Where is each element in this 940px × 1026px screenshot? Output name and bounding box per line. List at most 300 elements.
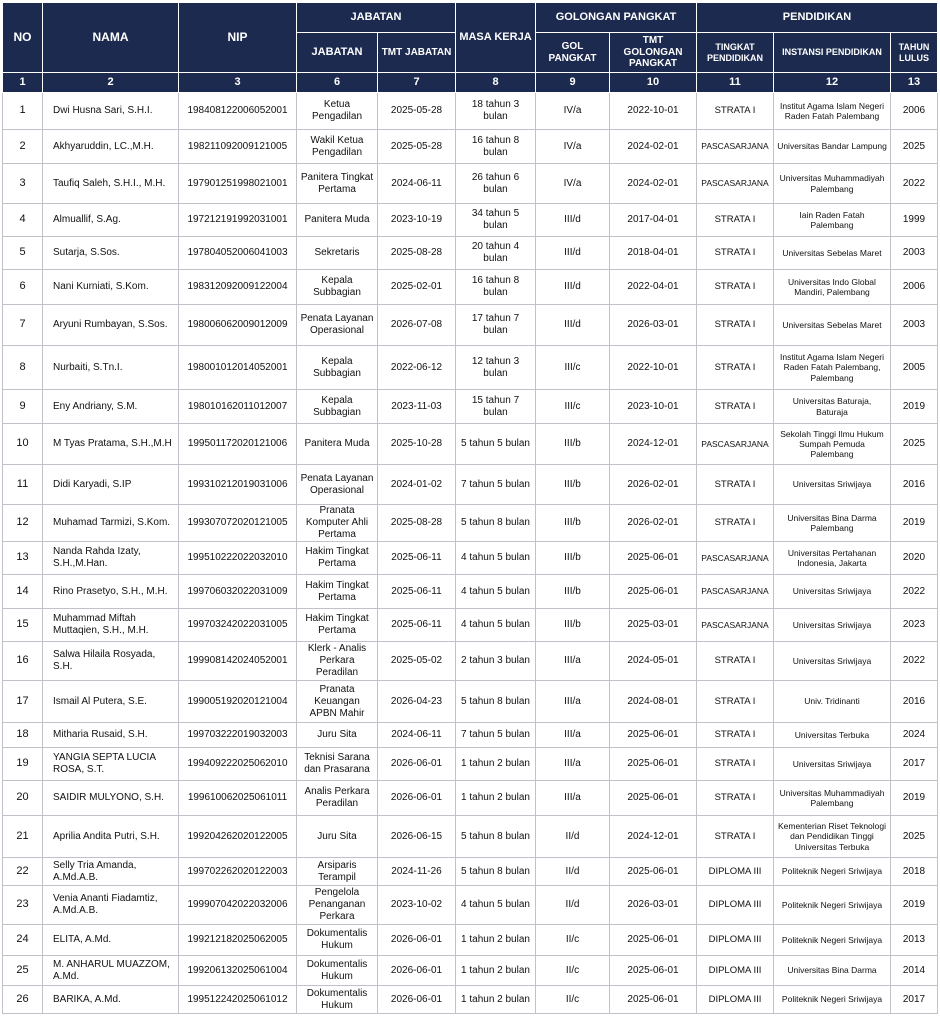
row-nip: 199409222025062010	[179, 748, 297, 781]
table-row	[3, 204, 938, 237]
column-number: 9	[536, 73, 610, 93]
row-tmt-golongan: 2025-06-01	[610, 542, 697, 575]
row-nama: Sutarja, S.Sos.	[43, 237, 179, 270]
column-number-row	[3, 73, 938, 93]
row-tingkat-pendidikan: DIPLOMA III	[697, 925, 774, 956]
row-tmt-jabatan: 2025-06-11	[378, 609, 456, 642]
row-tmt-golongan: 2025-03-01	[610, 609, 697, 642]
row-instansi-pendidikan: Universitas Terbuka	[774, 723, 891, 748]
row-tingkat-pendidikan: PASCASARJANA	[697, 542, 774, 575]
row-jabatan: Sekretaris	[297, 237, 378, 270]
row-no: 11	[3, 465, 43, 505]
row-gol-pangkat: IV/a	[536, 93, 610, 130]
row-tahun-lulus: 1999	[891, 204, 938, 237]
row-nip: 199307072020121005	[179, 505, 297, 542]
row-instansi-pendidikan: Politeknik Negeri Sriwijaya	[774, 858, 891, 886]
row-tahun-lulus: 2005	[891, 346, 938, 390]
row-masa-kerja: 4 tahun 5 bulan	[456, 886, 536, 925]
row-tmt-jabatan: 2026-06-01	[378, 925, 456, 956]
row-instansi-pendidikan: Universitas Sriwijaya	[774, 748, 891, 781]
row-nama: Aprilia Andita Putri, S.H.	[43, 816, 179, 858]
row-no: 9	[3, 390, 43, 424]
row-nip: 199005192020121004	[179, 681, 297, 723]
row-masa-kerja: 7 tahun 5 bulan	[456, 723, 536, 748]
row-tmt-golongan: 2025-06-01	[610, 925, 697, 956]
row-tmt-golongan: 2022-10-01	[610, 346, 697, 390]
row-tahun-lulus: 2003	[891, 305, 938, 346]
table-row	[3, 609, 938, 642]
row-jabatan: Pranata Komputer Ahli Pertama	[297, 505, 378, 542]
row-jabatan: Juru Sita	[297, 816, 378, 858]
row-tahun-lulus: 2022	[891, 575, 938, 609]
row-nama: ELITA, A.Md.	[43, 925, 179, 956]
row-gol-pangkat: III/d	[536, 237, 610, 270]
row-masa-kerja: 1 tahun 2 bulan	[456, 748, 536, 781]
row-tmt-golongan: 2024-12-01	[610, 816, 697, 858]
row-instansi-pendidikan: Politeknik Negeri Sriwijaya	[774, 986, 891, 1014]
row-tmt-jabatan: 2025-05-28	[378, 130, 456, 164]
row-no: 22	[3, 858, 43, 886]
table-body	[3, 93, 938, 1014]
row-tahun-lulus: 2025	[891, 816, 938, 858]
table-row	[3, 781, 938, 816]
row-tahun-lulus: 2025	[891, 424, 938, 465]
row-tahun-lulus: 2013	[891, 925, 938, 956]
row-tingkat-pendidikan: STRATA I	[697, 346, 774, 390]
row-tmt-golongan: 2017-04-01	[610, 204, 697, 237]
row-tmt-jabatan: 2024-01-02	[378, 465, 456, 505]
row-instansi-pendidikan: Universitas Sriwijaya	[774, 609, 891, 642]
row-masa-kerja: 5 tahun 8 bulan	[456, 681, 536, 723]
row-instansi-pendidikan: Kementerian Riset Teknologi dan Pendidikan Tinggi Universitas Terbuka	[774, 816, 891, 858]
header-nama: NAMA	[43, 3, 179, 73]
table-row	[3, 986, 938, 1014]
row-tmt-jabatan: 2026-06-15	[378, 816, 456, 858]
row-tmt-jabatan: 2024-11-26	[378, 858, 456, 886]
table-row	[3, 723, 938, 748]
table-row	[3, 465, 938, 505]
row-nama: Nurbaiti, S.Tn.I.	[43, 346, 179, 390]
row-no: 10	[3, 424, 43, 465]
row-nip: 198312092009122004	[179, 270, 297, 305]
table-row	[3, 390, 938, 424]
row-tmt-golongan: 2025-06-01	[610, 986, 697, 1014]
row-masa-kerja: 12 tahun 3 bulan	[456, 346, 536, 390]
column-number: 13	[891, 73, 938, 93]
row-no: 20	[3, 781, 43, 816]
row-tingkat-pendidikan: STRATA I	[697, 642, 774, 681]
row-nama: Muhammad Miftah Muttaqien, S.H., M.H.	[43, 609, 179, 642]
row-gol-pangkat: II/c	[536, 986, 610, 1014]
row-instansi-pendidikan: Univ. Tridinanti	[774, 681, 891, 723]
header-tmt-jabatan: TMT JABATAN	[378, 33, 456, 73]
row-nama: Nanda Rahda Izaty, S.H.,M.Han.	[43, 542, 179, 575]
row-gol-pangkat: II/d	[536, 816, 610, 858]
row-masa-kerja: 34 tahun 5 bulan	[456, 204, 536, 237]
row-no: 8	[3, 346, 43, 390]
row-tahun-lulus: 2022	[891, 642, 938, 681]
table-row	[3, 858, 938, 886]
row-tmt-golongan: 2025-06-01	[610, 575, 697, 609]
row-tahun-lulus: 2003	[891, 237, 938, 270]
row-nip: 199703222019032003	[179, 723, 297, 748]
row-tingkat-pendidikan: STRATA I	[697, 465, 774, 505]
table-row	[3, 681, 938, 723]
row-tmt-golongan: 2025-06-01	[610, 956, 697, 986]
row-gol-pangkat: III/d	[536, 204, 610, 237]
row-gol-pangkat: III/a	[536, 681, 610, 723]
row-nip: 198211092009121005	[179, 130, 297, 164]
row-instansi-pendidikan: Universitas Bandar Lampung	[774, 130, 891, 164]
row-tmt-jabatan: 2023-11-03	[378, 390, 456, 424]
row-gol-pangkat: II/c	[536, 925, 610, 956]
row-nip: 198001012014052001	[179, 346, 297, 390]
row-jabatan: Juru Sita	[297, 723, 378, 748]
row-instansi-pendidikan: Institut Agama Islam Negeri Raden Fatah Palembang, Palembang	[774, 346, 891, 390]
row-instansi-pendidikan: Universitas Sebelas Maret	[774, 305, 891, 346]
row-nama: BARIKA, A.Md.	[43, 986, 179, 1014]
row-tahun-lulus: 2019	[891, 781, 938, 816]
row-nama: Nani Kurniati, S.Kom.	[43, 270, 179, 305]
row-jabatan: Hakim Tingkat Pertama	[297, 575, 378, 609]
row-jabatan: Pranata Keuangan APBN Mahir	[297, 681, 378, 723]
row-tmt-jabatan: 2025-02-01	[378, 270, 456, 305]
row-jabatan: Dokumentalis Hukum	[297, 956, 378, 986]
row-tmt-golongan: 2024-05-01	[610, 642, 697, 681]
row-tmt-golongan: 2025-06-01	[610, 858, 697, 886]
row-tahun-lulus: 2014	[891, 956, 938, 986]
row-no: 14	[3, 575, 43, 609]
row-masa-kerja: 26 tahun 6 bulan	[456, 164, 536, 204]
row-tahun-lulus: 2024	[891, 723, 938, 748]
row-nip: 199908142024052001	[179, 642, 297, 681]
row-no: 2	[3, 130, 43, 164]
row-tmt-golongan: 2022-04-01	[610, 270, 697, 305]
row-tmt-jabatan: 2026-07-08	[378, 305, 456, 346]
row-tingkat-pendidikan: STRATA I	[697, 723, 774, 748]
header-pendidikan-group: PENDIDIKAN	[697, 3, 938, 33]
row-tmt-golongan: 2018-04-01	[610, 237, 697, 270]
row-tmt-jabatan: 2026-06-01	[378, 956, 456, 986]
row-no: 16	[3, 642, 43, 681]
row-tahun-lulus: 2025	[891, 130, 938, 164]
row-tmt-jabatan: 2026-06-01	[378, 986, 456, 1014]
row-nip: 199501172020121006	[179, 424, 297, 465]
row-nama: Rino Prasetyo, S.H., M.H.	[43, 575, 179, 609]
table-row	[3, 424, 938, 465]
row-tmt-jabatan: 2024-06-11	[378, 164, 456, 204]
table-row	[3, 130, 938, 164]
row-tmt-golongan: 2024-02-01	[610, 164, 697, 204]
row-tmt-golongan: 2023-10-01	[610, 390, 697, 424]
row-no: 21	[3, 816, 43, 858]
row-no: 12	[3, 505, 43, 542]
table-row	[3, 925, 938, 956]
row-masa-kerja: 15 tahun 7 bulan	[456, 390, 536, 424]
table-row	[3, 542, 938, 575]
header-tmt-golongan: TMT GOLONGAN PANGKAT	[610, 33, 697, 73]
row-masa-kerja: 1 tahun 2 bulan	[456, 986, 536, 1014]
row-no: 5	[3, 237, 43, 270]
row-instansi-pendidikan: Universitas Sriwijaya	[774, 575, 891, 609]
row-no: 15	[3, 609, 43, 642]
row-tingkat-pendidikan: STRATA I	[697, 748, 774, 781]
row-masa-kerja: 18 tahun 3 bulan	[456, 93, 536, 130]
row-jabatan: Dokumentalis Hukum	[297, 925, 378, 956]
row-instansi-pendidikan: Universitas Indo Global Mandiri, Palembang	[774, 270, 891, 305]
row-instansi-pendidikan: Universitas Muhammadiyah Palembang	[774, 164, 891, 204]
row-nip: 197901251998021001	[179, 164, 297, 204]
row-no: 6	[3, 270, 43, 305]
row-nama: M. ANHARUL MUAZZOM, A.Md.	[43, 956, 179, 986]
row-tmt-golongan: 2026-03-01	[610, 886, 697, 925]
row-instansi-pendidikan: Universitas Sriwijaya	[774, 465, 891, 505]
row-gol-pangkat: III/b	[536, 575, 610, 609]
row-nama: Taufiq Saleh, S.H.I., M.H.	[43, 164, 179, 204]
row-masa-kerja: 1 tahun 2 bulan	[456, 781, 536, 816]
row-tahun-lulus: 2006	[891, 93, 938, 130]
row-tingkat-pendidikan: DIPLOMA III	[697, 858, 774, 886]
row-tmt-jabatan: 2026-06-01	[378, 781, 456, 816]
row-instansi-pendidikan: Institut Agama Islam Negeri Raden Fatah Palembang	[774, 93, 891, 130]
row-gol-pangkat: III/a	[536, 642, 610, 681]
row-nama: Selly Tria Amanda, A.Md.A.B.	[43, 858, 179, 886]
row-jabatan: Penata Layanan Operasional	[297, 305, 378, 346]
row-tahun-lulus: 2006	[891, 270, 938, 305]
row-jabatan: Panitera Tingkat Pertama	[297, 164, 378, 204]
row-tingkat-pendidikan: STRATA I	[697, 204, 774, 237]
header-row-top	[3, 3, 938, 33]
row-no: 17	[3, 681, 43, 723]
row-tingkat-pendidikan: PASCASARJANA	[697, 424, 774, 465]
row-jabatan: Kepala Subbagian	[297, 270, 378, 305]
row-jabatan: Pengelola Penanganan Perkara	[297, 886, 378, 925]
row-jabatan: Wakil Ketua Pengadilan	[297, 130, 378, 164]
row-tmt-golongan: 2022-10-01	[610, 93, 697, 130]
header-no: NO	[3, 3, 43, 73]
row-tingkat-pendidikan: STRATA I	[697, 681, 774, 723]
row-masa-kerja: 5 tahun 5 bulan	[456, 424, 536, 465]
row-tmt-jabatan: 2025-08-28	[378, 237, 456, 270]
row-jabatan: Dokumentalis Hukum	[297, 986, 378, 1014]
header-instansi: INSTANSI PENDIDIKAN	[774, 33, 891, 73]
row-instansi-pendidikan: Universitas Sebelas Maret	[774, 237, 891, 270]
row-gol-pangkat: III/c	[536, 346, 610, 390]
row-nama: Mitharia Rusaid, S.H.	[43, 723, 179, 748]
column-number: 6	[297, 73, 378, 93]
row-tingkat-pendidikan: PASCASARJANA	[697, 575, 774, 609]
row-tmt-jabatan: 2026-06-01	[378, 748, 456, 781]
row-instansi-pendidikan: Universitas Bina Darma Palembang	[774, 505, 891, 542]
row-masa-kerja: 1 tahun 2 bulan	[456, 956, 536, 986]
row-no: 25	[3, 956, 43, 986]
row-tmt-jabatan: 2022-06-12	[378, 346, 456, 390]
row-nama: SAIDIR MULYONO, S.H.	[43, 781, 179, 816]
row-jabatan: Ketua Pengadilan	[297, 93, 378, 130]
row-jabatan: Hakim Tingkat Pertama	[297, 542, 378, 575]
row-tmt-golongan: 2026-02-01	[610, 505, 697, 542]
row-instansi-pendidikan: Politeknik Negeri Sriwijaya	[774, 886, 891, 925]
row-masa-kerja: 17 tahun 7 bulan	[456, 305, 536, 346]
row-instansi-pendidikan: Universitas Baturaja, Baturaja	[774, 390, 891, 424]
row-nip: 199706032022031009	[179, 575, 297, 609]
row-tingkat-pendidikan: DIPLOMA III	[697, 886, 774, 925]
row-no: 13	[3, 542, 43, 575]
table-row	[3, 270, 938, 305]
header-tahun-lulus: TAHUN LULUS	[891, 33, 938, 73]
row-tmt-golongan: 2026-03-01	[610, 305, 697, 346]
row-instansi-pendidikan: Universitas Bina Darma	[774, 956, 891, 986]
row-tahun-lulus: 2019	[891, 886, 938, 925]
row-nama: Ismail Al Putera, S.E.	[43, 681, 179, 723]
row-tingkat-pendidikan: DIPLOMA III	[697, 956, 774, 986]
row-jabatan: Penata Layanan Operasional	[297, 465, 378, 505]
row-nama: YANGIA SEPTA LUCIA ROSA, S.T.	[43, 748, 179, 781]
column-number: 10	[610, 73, 697, 93]
row-gol-pangkat: IV/a	[536, 164, 610, 204]
column-number: 7	[378, 73, 456, 93]
row-nip: 199512242025061012	[179, 986, 297, 1014]
row-tahun-lulus: 2017	[891, 986, 938, 1014]
row-nip: 197804052006041003	[179, 237, 297, 270]
row-nip: 197212191992031001	[179, 204, 297, 237]
row-nama: Muhamad Tarmizi, S.Kom.	[43, 505, 179, 542]
row-tahun-lulus: 2022	[891, 164, 938, 204]
row-no: 1	[3, 93, 43, 130]
row-tingkat-pendidikan: STRATA I	[697, 390, 774, 424]
row-tmt-golongan: 2025-06-01	[610, 748, 697, 781]
row-no: 24	[3, 925, 43, 956]
row-jabatan: Arsiparis Terampil	[297, 858, 378, 886]
table-row	[3, 237, 938, 270]
column-number: 8	[456, 73, 536, 93]
row-gol-pangkat: III/b	[536, 465, 610, 505]
row-tmt-jabatan: 2026-04-23	[378, 681, 456, 723]
table-row	[3, 642, 938, 681]
row-nip: 199702262020122003	[179, 858, 297, 886]
row-nip: 199610062025061011	[179, 781, 297, 816]
row-no: 7	[3, 305, 43, 346]
row-tingkat-pendidikan: PASCASARJANA	[697, 609, 774, 642]
row-gol-pangkat: III/a	[536, 748, 610, 781]
row-instansi-pendidikan: Universitas Sriwijaya	[774, 642, 891, 681]
header-nip: NIP	[179, 3, 297, 73]
row-nip: 199510222022032010	[179, 542, 297, 575]
table-row	[3, 816, 938, 858]
row-gol-pangkat: III/b	[536, 542, 610, 575]
row-instansi-pendidikan: Universitas Muhammadiyah Palembang	[774, 781, 891, 816]
row-tahun-lulus: 2018	[891, 858, 938, 886]
row-no: 26	[3, 986, 43, 1014]
header-masa-kerja: MASA KERJA	[456, 3, 536, 73]
row-masa-kerja: 16 tahun 8 bulan	[456, 270, 536, 305]
row-tmt-jabatan: 2025-06-11	[378, 575, 456, 609]
row-nama: Almuallif, S.Ag.	[43, 204, 179, 237]
row-gol-pangkat: III/b	[536, 424, 610, 465]
row-tahun-lulus: 2019	[891, 390, 938, 424]
table-row	[3, 164, 938, 204]
row-gol-pangkat: IV/a	[536, 130, 610, 164]
row-nip: 199204262020122005	[179, 816, 297, 858]
row-tahun-lulus: 2020	[891, 542, 938, 575]
row-nama: Venia Ananti Fiadamtiz, A.Md.A.B.	[43, 886, 179, 925]
column-number: 3	[179, 73, 297, 93]
table-row	[3, 305, 938, 346]
row-masa-kerja: 7 tahun 5 bulan	[456, 465, 536, 505]
row-masa-kerja: 4 tahun 5 bulan	[456, 575, 536, 609]
row-tmt-jabatan: 2025-08-28	[378, 505, 456, 542]
row-masa-kerja: 20 tahun 4 bulan	[456, 237, 536, 270]
row-tmt-jabatan: 2025-05-02	[378, 642, 456, 681]
row-masa-kerja: 16 tahun 8 bulan	[456, 130, 536, 164]
row-masa-kerja: 5 tahun 8 bulan	[456, 816, 536, 858]
row-nip: 199907042022032006	[179, 886, 297, 925]
row-gol-pangkat: III/a	[536, 781, 610, 816]
row-tahun-lulus: 2023	[891, 609, 938, 642]
row-gol-pangkat: III/a	[536, 723, 610, 748]
row-tmt-jabatan: 2023-10-02	[378, 886, 456, 925]
row-no: 18	[3, 723, 43, 748]
row-nama: Dwi Husna Sari, S.H.I.	[43, 93, 179, 130]
row-instansi-pendidikan: Iain Raden Fatah Palembang	[774, 204, 891, 237]
row-instansi-pendidikan: Universitas Pertahanan Indonesia, Jakarta	[774, 542, 891, 575]
row-tahun-lulus: 2016	[891, 465, 938, 505]
table-header	[3, 3, 938, 93]
column-number: 11	[697, 73, 774, 93]
row-jabatan: Hakim Tingkat Pertama	[297, 609, 378, 642]
row-nama: Didi Karyadi, S.IP	[43, 465, 179, 505]
row-no: 3	[3, 164, 43, 204]
row-tahun-lulus: 2017	[891, 748, 938, 781]
row-tingkat-pendidikan: DIPLOMA III	[697, 986, 774, 1014]
row-jabatan: Teknisi Sarana dan Prasarana	[297, 748, 378, 781]
row-tmt-golongan: 2024-08-01	[610, 681, 697, 723]
column-number: 1	[3, 73, 43, 93]
row-tmt-golongan: 2024-02-01	[610, 130, 697, 164]
row-gol-pangkat: II/d	[536, 886, 610, 925]
row-tmt-jabatan: 2025-06-11	[378, 542, 456, 575]
row-tingkat-pendidikan: STRATA I	[697, 93, 774, 130]
row-tingkat-pendidikan: STRATA I	[697, 270, 774, 305]
row-tingkat-pendidikan: STRATA I	[697, 505, 774, 542]
row-gol-pangkat: III/d	[536, 305, 610, 346]
row-masa-kerja: 5 tahun 8 bulan	[456, 505, 536, 542]
row-jabatan: Kepala Subbagian	[297, 346, 378, 390]
row-gol-pangkat: II/c	[536, 956, 610, 986]
table-row	[3, 575, 938, 609]
row-tmt-jabatan: 2023-10-19	[378, 204, 456, 237]
row-nip: 199206132025061004	[179, 956, 297, 986]
row-gol-pangkat: III/c	[536, 390, 610, 424]
row-tingkat-pendidikan: PASCASARJANA	[697, 130, 774, 164]
employee-table	[2, 2, 938, 1014]
row-gol-pangkat: III/b	[536, 505, 610, 542]
row-nip: 198006062009012009	[179, 305, 297, 346]
table-row	[3, 505, 938, 542]
row-tmt-golongan: 2026-02-01	[610, 465, 697, 505]
row-masa-kerja: 4 tahun 5 bulan	[456, 542, 536, 575]
table-row	[3, 956, 938, 986]
row-no: 23	[3, 886, 43, 925]
row-masa-kerja: 5 tahun 8 bulan	[456, 858, 536, 886]
column-number: 12	[774, 73, 891, 93]
row-gol-pangkat: III/d	[536, 270, 610, 305]
row-nama: Salwa Hilaila Rosyada, S.H.	[43, 642, 179, 681]
row-gol-pangkat: III/b	[536, 609, 610, 642]
row-jabatan: Kepala Subbagian	[297, 390, 378, 424]
row-tmt-golongan: 2025-06-01	[610, 781, 697, 816]
row-nama: Akhyaruddin, LC.,M.H.	[43, 130, 179, 164]
